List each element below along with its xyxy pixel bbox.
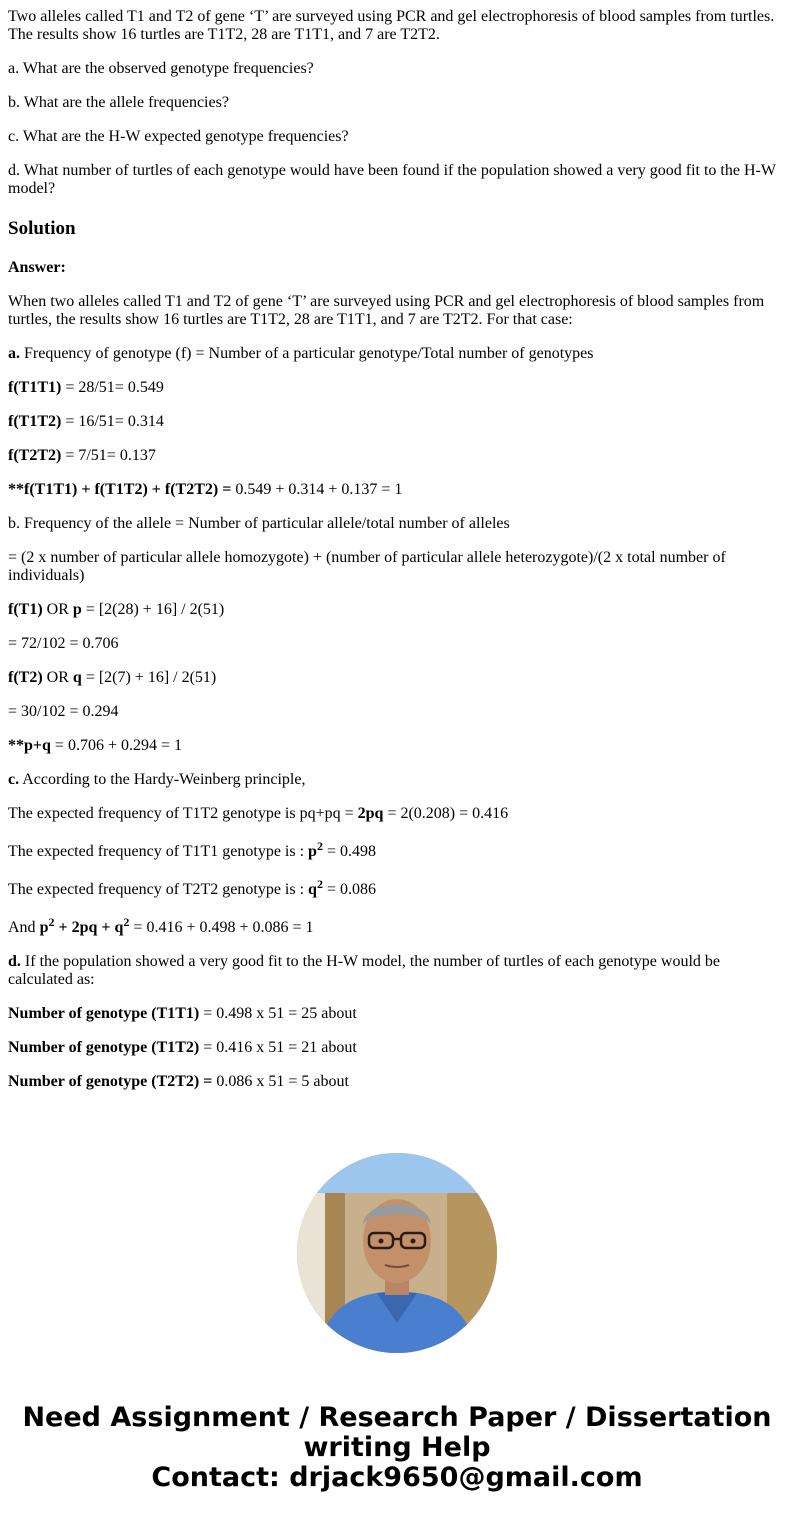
solution-d: d. If the population showed a very good fit to the H-W model, the number of turtles of each genotype would be calculated as:: [8, 953, 720, 988]
answer-label: Answer:: [8, 259, 66, 276]
footer-contact: [0, 1403, 794, 1493]
pq-sum: **p+q = 0.706 + 0.294 = 1: [8, 737, 182, 754]
freq-t1t2: f(T1T2) = 16/51= 0.314: [8, 413, 164, 430]
number-t2t2: Number of genotype (T2T2) = 0.086 x 51 = 5 about: [8, 1073, 349, 1090]
number-t1t1: Number of genotype (T1T1) = 0.498 x 51 = 25 about: [8, 1005, 357, 1022]
person-portrait-icon: [297, 1153, 497, 1353]
question-b: b. What are the allele frequencies?: [8, 94, 229, 111]
footer-contact-email: Contact: drjack9650@gmail.com: [151, 1462, 643, 1493]
freq-t2t2: f(T2T2) = 7/51= 0.137: [8, 447, 156, 464]
question-intro: Two alleles called T1 and T2 of gene ‘T’ are surveyed using PCR and gel electrophoresis of blood samples from turtles. The results show 16 turtles are T1T2, 28 are T1T1, and 7 are T2T2.: [8, 8, 775, 43]
solution-a: a. Frequency of genotype (f) = Number of a particular genotype/Total number of genotypes: [8, 345, 594, 362]
solution-intro: When two alleles called T1 and T2 of gene ‘T’ are surveyed using PCR and gel electrophoresis of blood samples from turtles, the results show 16 turtles are T1T2, 28 are T1T1, and 7 are T2T2. For that case:: [8, 293, 765, 328]
freq-t1t1: f(T1T1) = 28/51= 0.549: [8, 379, 164, 396]
p-result: = 72/102 = 0.706: [8, 635, 119, 652]
question-c: c. What are the H-W expected genotype frequencies?: [8, 128, 349, 145]
expected-t1t2: The expected frequency of T1T2 genotype is pq+pq = 2pq = 2(0.208) = 0.416: [8, 805, 509, 822]
allele-formula: = (2 x number of particular allele homozygote) + (number of particular allele heterozygote)/(2 x total number of individuals): [8, 549, 726, 584]
solution-b: b. Frequency of the allele = Number of particular allele/total number of alleles: [8, 515, 510, 532]
hw-sum: And $p^2 + 2pq + q^2 = 0.416 + 0.498 + 0.086 = 1$: [8, 915, 314, 936]
question-d: d. What number of turtles of each genotype would have been found if the population showed a very good fit to the H-W model?: [8, 162, 776, 197]
p-calc: f(T1) OR p = [2(28) + 16] / 2(51): [8, 601, 225, 618]
footer-line-1: Need Assignment / Research Paper / Dissertation: [22, 1402, 772, 1433]
q-calc: f(T2) OR q = [2(7) + 16] / 2(51): [8, 669, 217, 686]
freq-sum: **f(T1T1) + f(T1T2) + f(T2T2) = 0.549 + 0.314 + 0.137 = 1: [8, 481, 403, 498]
expected-t2t2: The expected frequency of T2T2 genotype is : $q^2 = 0.086$: [8, 877, 376, 898]
q-result: = 30/102 = 0.294: [8, 703, 119, 720]
avatar-photo: [297, 1153, 497, 1353]
solution-c: c. According to the Hardy-Weinberg principle,: [8, 771, 306, 788]
footer-line-2: writing Help: [303, 1432, 491, 1463]
solution-heading: Solution: [8, 218, 76, 239]
question-a: a. What are the observed genotype frequencies?: [8, 60, 314, 77]
number-t1t2: Number of genotype (T1T2) = 0.416 x 51 = 21 about: [8, 1039, 357, 1056]
author-avatar: [297, 1153, 497, 1353]
expected-t1t1: The expected frequency of T1T1 genotype is : $p^2 = 0.498$: [8, 839, 376, 860]
